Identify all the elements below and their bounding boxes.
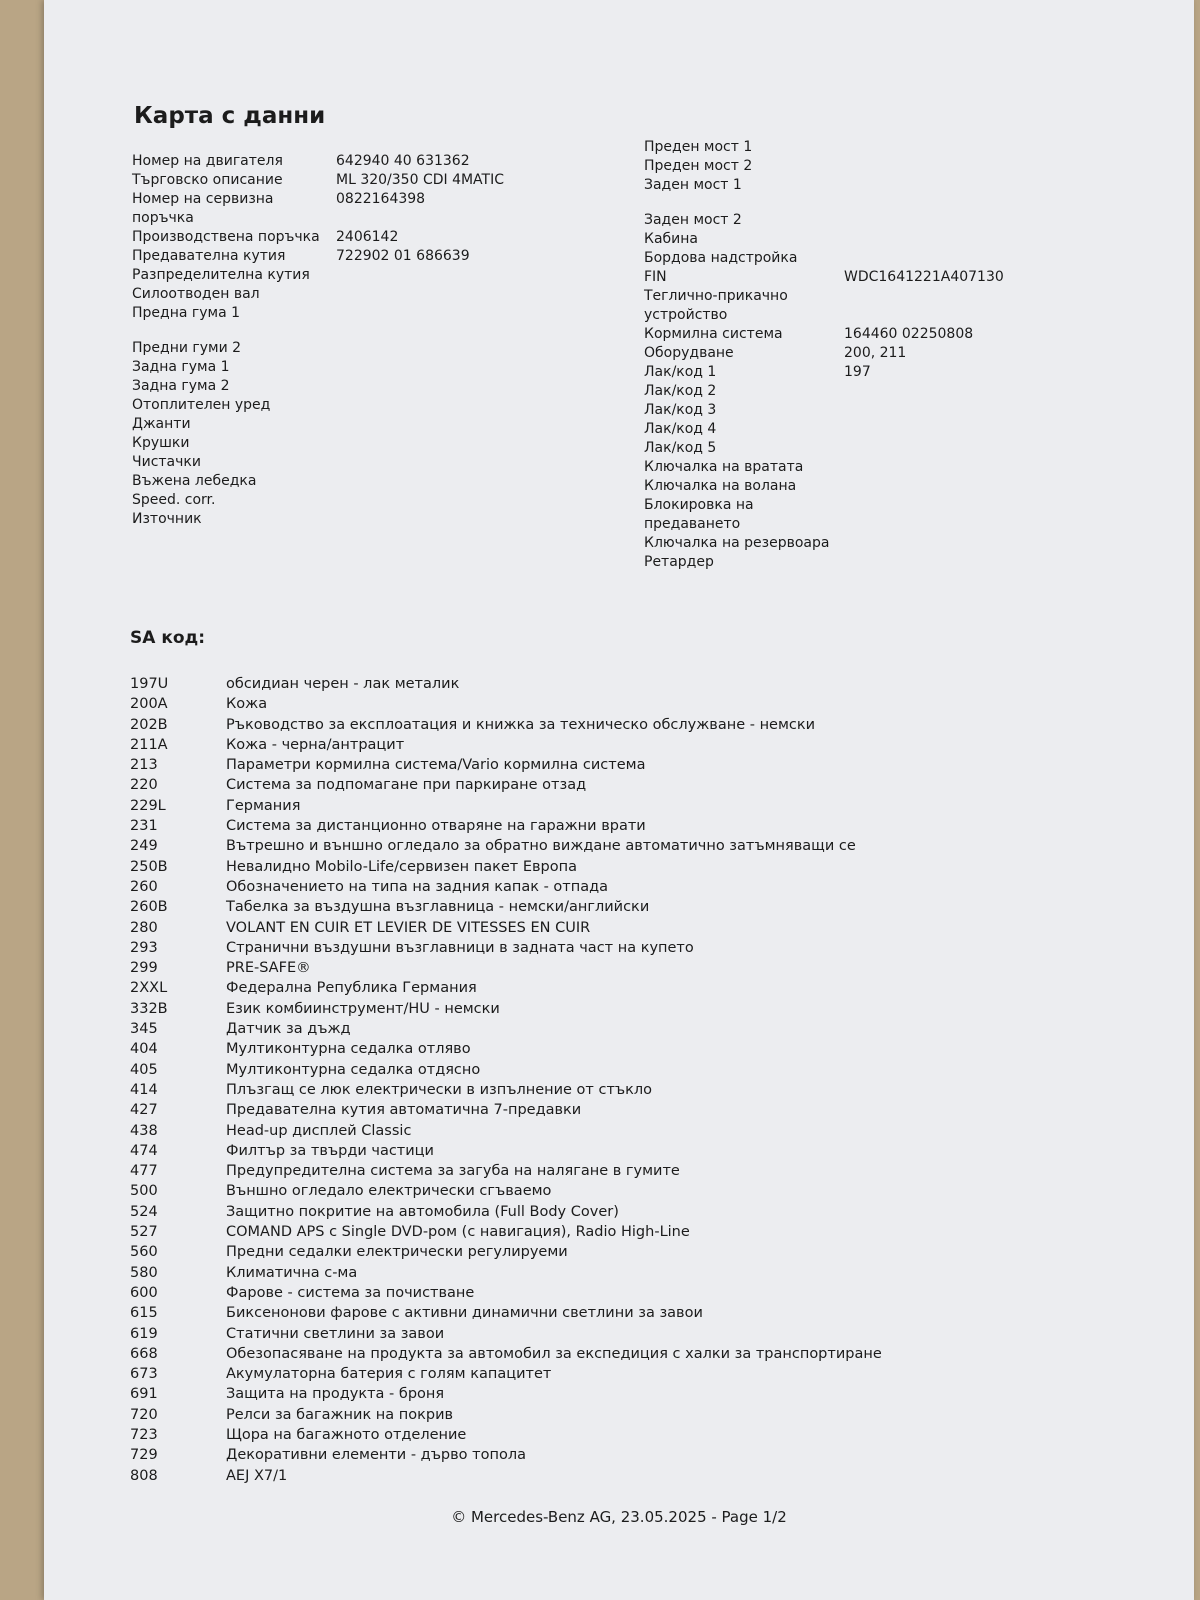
- field-row: [132, 228, 602, 247]
- sa-code: 729: [130, 1447, 158, 1464]
- sa-code: 293: [130, 939, 158, 956]
- field-label: Кормилна система: [644, 326, 783, 342]
- sa-code-heading: SA код:: [130, 628, 206, 648]
- sa-code: 673: [130, 1366, 158, 1383]
- sa-code: 345: [130, 1021, 158, 1038]
- field-row: [644, 268, 1164, 287]
- sa-description: Фарове - система за почистване: [226, 1284, 475, 1301]
- sa-description: Невалидно Mobilo-Life/сервизен пакет Европа: [226, 858, 578, 875]
- field-label: Силоотводен вал: [132, 286, 260, 302]
- field-label: Номер на сервизна поръчка: [132, 191, 274, 226]
- sa-description: Обезопасяване на продукта за автомобил за експедиция с халки за транспортиране: [226, 1345, 882, 1362]
- sa-code-row: [130, 1181, 1170, 1201]
- field-value: [844, 249, 1164, 268]
- sa-description: Датчик за дъжд: [226, 1021, 351, 1038]
- sa-code: 427: [130, 1102, 158, 1119]
- field-row: [644, 420, 1164, 439]
- field-label: Оборудване: [644, 345, 734, 361]
- field-label: Номер на двигателя: [132, 153, 283, 169]
- field-label: Заден мост 1: [644, 177, 742, 193]
- sa-code-row: [130, 1080, 1170, 1100]
- page-footer: © Mercedes-Benz AG, 23.05.2025 - Page 1/2: [451, 1508, 787, 1526]
- field-label: Задна гума 2: [132, 378, 230, 394]
- sa-description: Федерална Република Германия: [226, 980, 477, 997]
- field-value: 0822164398: [336, 191, 426, 207]
- field-row: [644, 157, 1164, 176]
- sa-code: 260B: [130, 899, 168, 916]
- field-value: [844, 287, 1164, 325]
- field-label: Отоплителен уред: [132, 397, 271, 413]
- sa-code: 202B: [130, 716, 168, 733]
- field-label: Лак/код 5: [644, 440, 717, 456]
- page-title: Карта с данни: [134, 103, 326, 129]
- sa-description: Акумулаторна батерия с голям капацитет: [226, 1366, 552, 1383]
- sa-code-row: [130, 1303, 1170, 1323]
- sa-description: Статични светлини за завои: [226, 1325, 445, 1342]
- sa-code-row: [130, 775, 1170, 795]
- field-value: ML 320/350 CDI 4MATIC: [336, 172, 505, 188]
- sa-code-row: [130, 1100, 1170, 1120]
- sa-description: Обозначението на типа на задния капак - отпада: [226, 878, 609, 895]
- field-label: Кабина: [644, 231, 698, 247]
- field-row: [132, 304, 602, 323]
- field-value: [336, 266, 602, 285]
- field-label: Преден мост 2: [644, 158, 753, 174]
- field-label: Крушки: [132, 435, 190, 451]
- field-value: 642940 40 631362: [336, 153, 470, 169]
- field-label: Източник: [132, 511, 202, 527]
- field-label: Чистачки: [132, 454, 201, 470]
- field-label: Ключалка на вратата: [644, 459, 804, 475]
- field-label: Производствена поръчка: [132, 229, 320, 245]
- sa-description: Head-up дисплей Classic: [226, 1122, 412, 1139]
- field-value: [336, 304, 602, 323]
- sa-description: Външно огледало електрически сгъваемо: [226, 1183, 552, 1200]
- sa-code-row: [130, 674, 1170, 694]
- sa-code-row: [130, 1060, 1170, 1080]
- sa-code-row: [130, 857, 1170, 877]
- sa-description: Параметри кормилна система/Vario кормилна система: [226, 757, 646, 774]
- field-value: [336, 358, 602, 377]
- sa-code-row: [130, 796, 1170, 816]
- field-row: [644, 230, 1164, 249]
- field-label: Теглично-прикачно устройство: [644, 288, 788, 323]
- field-label: Бордова надстройка: [644, 250, 798, 266]
- sa-code: 438: [130, 1122, 158, 1139]
- sa-code: 723: [130, 1426, 158, 1443]
- field-value: [844, 401, 1164, 420]
- field-label: Предна гума 1: [132, 305, 241, 321]
- field-label: Задна гума 1: [132, 359, 230, 375]
- sa-code-row: [130, 978, 1170, 998]
- field-row: [644, 496, 1164, 534]
- field-value: [336, 415, 602, 434]
- sa-code-row: [130, 1161, 1170, 1181]
- sa-description: Германия: [226, 797, 301, 814]
- field-row: [132, 415, 602, 434]
- field-label: Джанти: [132, 416, 191, 432]
- field-value: [336, 339, 602, 358]
- field-value: [844, 382, 1164, 401]
- sa-code-row: [130, 1141, 1170, 1161]
- field-value: [844, 176, 1164, 195]
- sa-code-row: [130, 958, 1170, 978]
- sa-code: 808: [130, 1467, 158, 1484]
- sa-code-row: [130, 816, 1170, 836]
- sa-description: Език комбиинструмент/HU - немски: [226, 1000, 500, 1017]
- sa-description: COMAND APS с Single DVD-ром (с навигация), Radio High-Line: [226, 1224, 690, 1241]
- field-row: [132, 510, 602, 529]
- field-row: [644, 477, 1164, 496]
- sa-code-row: [130, 1324, 1170, 1344]
- sa-description: PRE-SAFE®: [226, 960, 311, 977]
- sa-code-row: [130, 1466, 1170, 1486]
- field-label: Лак/код 4: [644, 421, 717, 437]
- sa-code: 213: [130, 757, 158, 774]
- sa-description: Мултиконтурна седалка отдясно: [226, 1061, 481, 1078]
- field-row: [644, 439, 1164, 458]
- sa-code: 229L: [130, 797, 166, 814]
- sa-code-row: [130, 1445, 1170, 1465]
- field-label: Ретардер: [644, 554, 714, 570]
- field-label: Ключалка на резервоара: [644, 535, 830, 551]
- field-value: 197: [844, 364, 871, 380]
- sa-code-row: [130, 999, 1170, 1019]
- field-label: Въжена лебедка: [132, 473, 257, 489]
- field-value: [844, 157, 1164, 176]
- sa-description: Филтър за твърди частици: [226, 1142, 434, 1159]
- sa-code: 332B: [130, 1000, 168, 1017]
- field-label: Ключалка на волана: [644, 478, 797, 494]
- sa-description: Ръководство за експлоатация и книжка за техническо обслужване - немски: [226, 716, 816, 733]
- field-value: 164460 02250808: [844, 326, 974, 342]
- field-row: [132, 472, 602, 491]
- sa-code-row: [130, 1405, 1170, 1425]
- spacer: [644, 195, 1164, 211]
- sa-code-row: [130, 1242, 1170, 1262]
- field-value: WDC1641221A407130: [844, 269, 1004, 285]
- field-value: [844, 477, 1164, 496]
- field-label: FIN: [644, 269, 667, 285]
- field-row: [132, 434, 602, 453]
- sa-code: 560: [130, 1244, 158, 1261]
- sa-code-row: [130, 694, 1170, 714]
- field-label: Разпределителна кутия: [132, 267, 310, 283]
- sa-code: 720: [130, 1406, 158, 1423]
- field-row: [644, 553, 1164, 572]
- sa-code: 414: [130, 1081, 158, 1098]
- field-row: [644, 363, 1164, 382]
- sa-code-list: [130, 674, 1170, 1486]
- field-row: [644, 458, 1164, 477]
- sa-description: обсидиан черен - лак металик: [226, 676, 460, 692]
- field-row: [644, 344, 1164, 363]
- sa-code: 299: [130, 960, 158, 977]
- field-row: [132, 190, 602, 228]
- field-value: [844, 458, 1164, 477]
- sa-description: Вътрешно и външно огледало за обратно виждане автоматично затъмняващи се: [226, 838, 856, 855]
- field-value: [844, 534, 1164, 553]
- sa-description: Мултиконтурна седалка отляво: [226, 1041, 471, 1058]
- field-value: 200, 211: [844, 345, 907, 361]
- field-row: [644, 176, 1164, 195]
- sa-code-row: [130, 938, 1170, 958]
- sa-code: 600: [130, 1284, 158, 1301]
- sa-code-row: [130, 1364, 1170, 1384]
- field-label: Предавателна кутия: [132, 248, 286, 264]
- field-label: Лак/код 1: [644, 364, 717, 380]
- sa-description: Табелка за въздушна възглавница - немски/английски: [226, 899, 650, 916]
- field-value: [336, 472, 602, 491]
- sa-code: 500: [130, 1183, 158, 1200]
- field-label: Заден мост 2: [644, 212, 742, 228]
- sa-code-row: [130, 1384, 1170, 1404]
- field-value: [844, 553, 1164, 572]
- field-row: [644, 325, 1164, 344]
- field-value: [844, 439, 1164, 458]
- sa-code-row: [130, 918, 1170, 938]
- sa-description: Кожа: [226, 696, 268, 713]
- sa-code: 668: [130, 1345, 158, 1362]
- sa-description: Биксенонови фарове с активни динамични светлини за завои: [226, 1305, 703, 1322]
- field-label: Търговско описание: [132, 172, 283, 188]
- field-value: [336, 396, 602, 415]
- sa-code-row: [130, 1283, 1170, 1303]
- sa-code: 405: [130, 1061, 158, 1078]
- sa-description: Декоративни елементи - дърво топола: [226, 1447, 526, 1464]
- sa-description: Предавателна кутия автоматична 7-предавки: [226, 1102, 582, 1119]
- field-value: [336, 510, 602, 529]
- field-row: [644, 211, 1164, 230]
- field-row: [132, 266, 602, 285]
- sa-code-row: [130, 1425, 1170, 1445]
- field-row: [132, 396, 602, 415]
- field-label: Лак/код 3: [644, 402, 717, 418]
- field-row: [132, 247, 602, 266]
- sa-code: 200A: [130, 696, 168, 713]
- field-row: [644, 401, 1164, 420]
- sa-code-row: [130, 1039, 1170, 1059]
- field-label: Блокировка на предаването: [644, 497, 754, 532]
- sa-description: Защита на продукта - броня: [226, 1386, 445, 1403]
- sa-code: 2XXL: [130, 980, 168, 997]
- field-row: [644, 382, 1164, 401]
- field-value: [844, 420, 1164, 439]
- sa-code: 527: [130, 1224, 158, 1241]
- sa-code-row: [130, 1263, 1170, 1283]
- field-row: [644, 287, 1164, 325]
- field-label: Преден мост 1: [644, 139, 753, 155]
- sa-description: Странични въздушни възглавници в задната част на купето: [226, 939, 694, 956]
- sa-code-row: [130, 897, 1170, 917]
- sa-code-row: [130, 836, 1170, 856]
- field-value: [844, 211, 1164, 230]
- sa-code: 231: [130, 818, 158, 835]
- sa-code: 260: [130, 878, 158, 895]
- sa-code-row: [130, 715, 1170, 735]
- field-label: Лак/код 2: [644, 383, 717, 399]
- sa-description: Релси за багажник на покрив: [226, 1406, 454, 1423]
- sa-description: VOLANT EN CUIR ET LEVIER DE VITESSES EN CUIR: [226, 919, 591, 936]
- sa-code: 477: [130, 1163, 158, 1180]
- sa-description: Предупредителна система за загуба на налягане в гумите: [226, 1163, 680, 1180]
- field-row: [644, 138, 1164, 157]
- sa-description: Климатична с-ма: [226, 1264, 358, 1281]
- sa-code: 524: [130, 1203, 158, 1220]
- field-row: [132, 358, 602, 377]
- sa-code: 691: [130, 1386, 158, 1403]
- document-page: [44, 0, 1194, 1600]
- field-row: [132, 453, 602, 472]
- sa-code: 197U: [130, 676, 169, 692]
- field-label: Предни гуми 2: [132, 340, 242, 356]
- sa-code: 474: [130, 1142, 158, 1159]
- sa-code-row: [130, 1202, 1170, 1222]
- sa-description: AEJ X7/1: [226, 1467, 288, 1484]
- sa-code: 615: [130, 1305, 158, 1322]
- sa-code: 220: [130, 777, 158, 794]
- sa-code-row: [130, 735, 1170, 755]
- sa-code-row: [130, 1121, 1170, 1141]
- right-data-fields: [644, 138, 1164, 572]
- sa-code: 404: [130, 1041, 158, 1058]
- field-value: [844, 230, 1164, 249]
- field-value: [844, 138, 1164, 157]
- spacer: [132, 323, 602, 339]
- sa-code-row: [130, 1019, 1170, 1039]
- field-value: 2406142: [336, 229, 399, 245]
- sa-code: 580: [130, 1264, 158, 1281]
- sa-code: 619: [130, 1325, 158, 1342]
- sa-description: Плъзгащ се люк електрически в изпълнение от стъкло: [226, 1081, 653, 1098]
- field-row: [132, 491, 602, 510]
- field-value: 722902 01 686639: [336, 248, 470, 264]
- field-row: [132, 377, 602, 396]
- field-value: [336, 491, 602, 510]
- field-label: Speed. corr.: [132, 492, 216, 508]
- sa-code: 280: [130, 919, 158, 936]
- field-row: [132, 285, 602, 304]
- field-row: [132, 152, 602, 171]
- sa-code: 250B: [130, 858, 168, 875]
- field-value: [336, 453, 602, 472]
- field-row: [132, 171, 602, 190]
- sa-description: Кожа - черна/антрацит: [226, 736, 405, 753]
- sa-code: 211A: [130, 736, 168, 753]
- sa-code: 249: [130, 838, 158, 855]
- sa-description: Система за подпомагане при паркиране отзад: [226, 777, 587, 794]
- sa-description: Щора на багажното отделение: [226, 1426, 467, 1443]
- sa-code-row: [130, 877, 1170, 897]
- field-value: [336, 285, 602, 304]
- sa-code-row: [130, 1344, 1170, 1364]
- left-data-fields: [132, 152, 602, 529]
- sa-description: Предни седалки електрически регулируеми: [226, 1244, 568, 1261]
- sa-code-row: [130, 755, 1170, 775]
- field-value: [336, 377, 602, 396]
- sa-description: Система за дистанционно отваряне на гаражни врати: [226, 818, 646, 835]
- sa-description: Защитно покритие на автомобила (Full Body Cover): [226, 1203, 619, 1220]
- field-row: [644, 249, 1164, 268]
- field-value: [844, 496, 1164, 534]
- field-value: [336, 434, 602, 453]
- field-row: [644, 534, 1164, 553]
- field-row: [132, 339, 602, 358]
- sa-code-row: [130, 1222, 1170, 1242]
